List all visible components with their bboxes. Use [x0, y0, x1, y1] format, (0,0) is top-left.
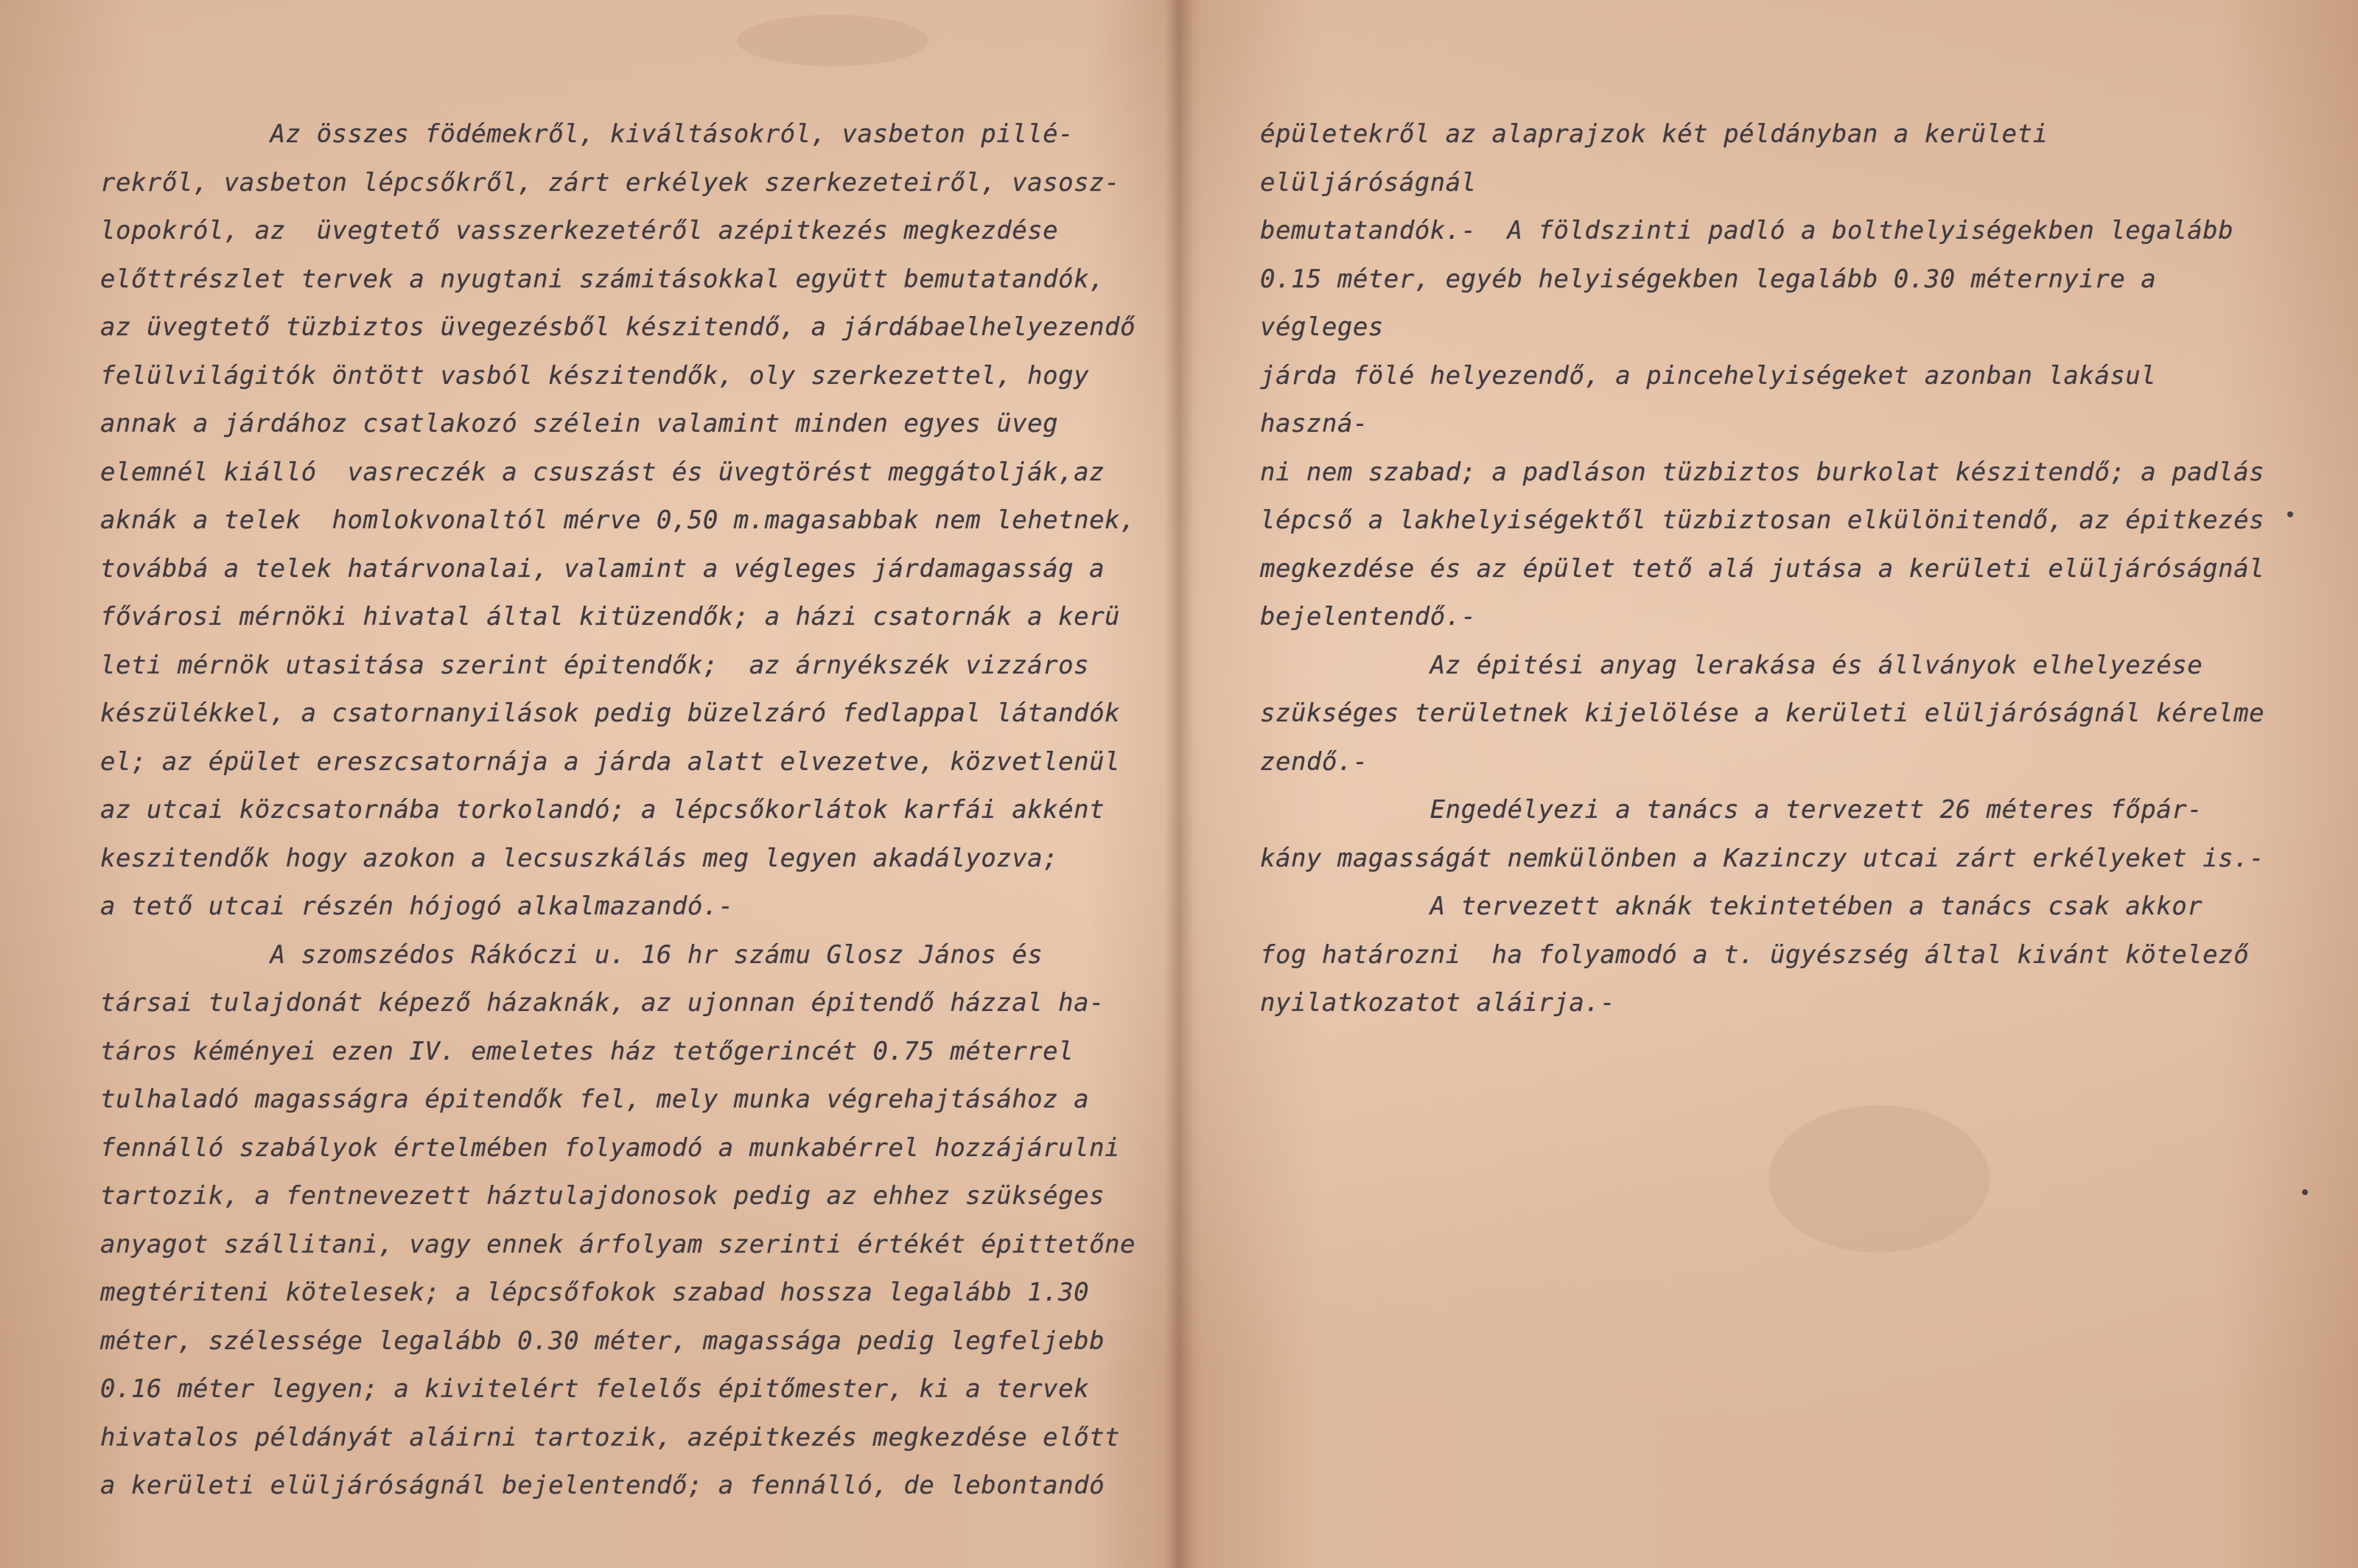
right-paragraph-1: épületekről az alaprajzok két példányban a kerületi elüljáróságnál bemutatandók.- A földszinti padló a bolthelyiségekben legalább 0.15 méter, egyéb helyiségekben legalább 0.30 méternyire a végleges járda fölé helyezendő, a pincehelyiségeket azonban lakásul haszná- ni nem szabad; a padláson tüzbiztos burkolat készitendő; a padlás lépcső a lakhelyiségektől tüzbiztosan elkülönitendő, az épitkezés megkezdése és az épület tető alá jutása a kerületi elüljáróságnál bejelentendő.-: [1260, 119, 2265, 631]
left-paragraph-1: Az összes födémekről, kiváltásokról, vasbeton pillé- rekről, vasbeton lépcsőkről, zárt erkélyek szerkezeteiről, vasosz- lopokról, az üvegtető vasszerkezetéről azépitkezés megkezdése előttrészlet tervek a nyugtani számitásokkal együtt bemutatandók, az üvegtető tüzbiztos üvegezésből készitendő, a járdábaelhelyezendő felülvilágitók öntött vasból készitendők, oly szerkezettel, hogy annak a járdához csatlakozó szélein valamint minden egyes üveg elemnél kiálló vasreczék a csuszást és üvegtörést meggátolják,az aknák a telek homlokvonaltól mérve 0,50 m.magasabbak nem lehetnek, továbbá a telek határvonalai, valamint a végleges járdamagasság a fővárosi mérnöki hivatal által kitüzendők; a házi csatornák a kerü leti mérnök utasitása szerint épitendők; az árnyékszék vizzáros készülékkel, a csatornanyilások pedig büzelzáró fedlappal látandók el; az épület ereszcsatornája a járda alatt elvezetve, közvetlenül az utcai közcsatornába torkolandó; a lépcsőkorlátok karfái akként keszitendők hogy azokon a lecsuszkálás meg legyen akadályozva; a tető utcai részén hójogó alkalmazandó.-: [100, 119, 1136, 921]
right-page: [1179, 0, 2358, 1568]
right-paragraph-4: A tervezett aknák tekintetében a tanács csak akkor fog határozni ha folyamodó a t. ügyészség által kivánt kötelező nyilatkozatot aláirja.-: [1260, 892, 2250, 1018]
ink-dot: [2287, 511, 2293, 517]
left-page: [0, 0, 1172, 1568]
right-paragraph-2: Az épitési anyag lerakása és állványok elhelyezése szükséges területnek kijelölése a kerületi elüljáróságnál kérelme zendő.-: [1260, 650, 2265, 777]
left-paragraph-2: A szomszédos Rákóczi u. 16 hr számu Glosz János és társai tulajdonát képező házaknák, az ujonnan épitendő házzal ha- táros kéményei ezen IV. emeletes ház tetőgerincét 0.75 méterrel tulhaladó magasságra épitendők fel, mely munka végrehajtásához a fennálló szabályok értelmében folyamodó a munkabérrel hozzájárulni tartozik, a fentnevezett háztulajdonosok pedig az ehhez szükséges anyagot szállitani, vagy ennek árfolyam szerinti értékét épittetőne megtériteni kötelesek; a lépcsőfokok szabad hossza legalább 1.30 méter, szélessége legalább 0.30 méter, magassága pedig legfeljebb 0.16 méter legyen; a kivitelért felelős épitőmester, ki a tervek hivatalos példányát aláirni tartozik, azépitkezés megkezdése előtt a kerületi elüljáróságnál bejelentendő; a fennálló, de lebontandó: [100, 939, 1136, 1500]
ink-dot: [2302, 1189, 2308, 1195]
right-paragraph-3: Engedélyezi a tanács a tervezett 26 méteres főpár- kány magasságát nemkülönben a Kazinczy utcai zárt erkélyeket is.-: [1260, 795, 2265, 873]
